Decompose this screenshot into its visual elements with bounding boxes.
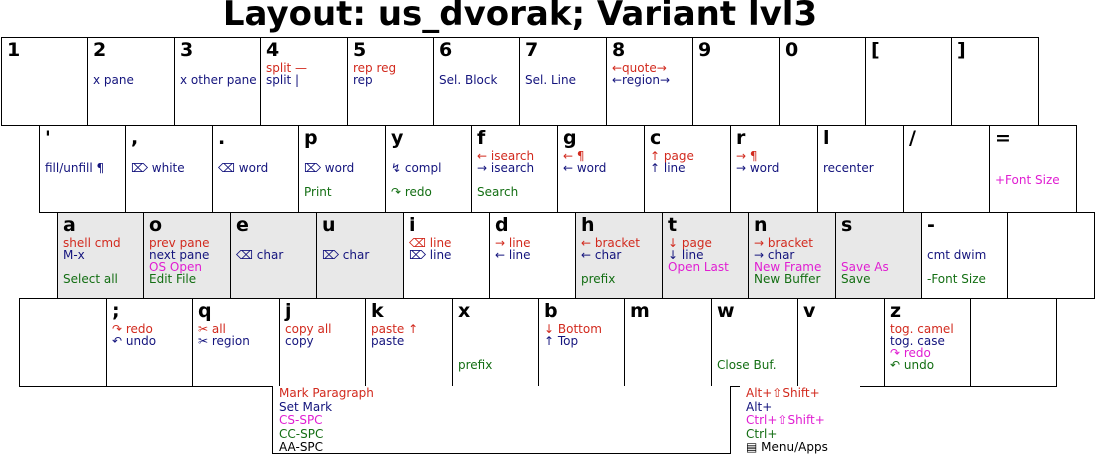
key-binding: rep reg	[353, 61, 397, 75]
key-label: 2	[93, 39, 107, 61]
key-label: 9	[698, 39, 712, 61]
key-binding: → ¶	[736, 149, 758, 163]
key-binding: paste ↑	[371, 322, 419, 336]
key-binding: copy	[285, 334, 314, 348]
key-label: h	[581, 214, 595, 236]
key-binding: Select all	[63, 272, 118, 286]
key-binding: ✂ region	[198, 334, 250, 348]
key-binding: tog. camel	[890, 322, 954, 336]
key-binding: ← ¶	[563, 149, 585, 163]
legend-line: Mark Paragraph	[279, 386, 374, 400]
key-binding: ↓ Bottom	[544, 322, 602, 336]
key-binding: prefix	[458, 358, 493, 372]
key-label: 3	[180, 39, 194, 61]
key-label: ]	[957, 39, 966, 61]
key-e	[230, 212, 317, 299]
key-label: [	[871, 39, 880, 61]
key-label: -	[927, 214, 935, 236]
key-binding: Edit File	[149, 272, 197, 286]
key-binding: Close Buf.	[717, 358, 777, 372]
key-m	[624, 298, 712, 387]
key-9	[692, 37, 780, 126]
legend-line: AA-SPC	[279, 440, 324, 454]
key-,	[125, 125, 213, 213]
key-label: f	[477, 127, 486, 149]
key-binding: ← word	[563, 161, 607, 175]
key-label: i	[409, 214, 416, 236]
legend-line: Alt+⇧Shift+	[746, 386, 820, 400]
key-label: j	[285, 300, 292, 322]
key-binding: fill/unfill ¶	[45, 161, 105, 175]
key-binding: ↶ undo	[890, 358, 935, 372]
key-binding: split —	[266, 61, 308, 75]
key-0	[779, 37, 866, 126]
key-8	[606, 37, 693, 126]
key-binding: ↶ undo	[112, 334, 157, 348]
key-binding: → char	[754, 248, 795, 262]
key-binding: ↷ redo	[391, 185, 432, 199]
key-blank-2-11	[1007, 212, 1095, 299]
key-binding: prefix	[581, 272, 616, 286]
key-label: 5	[353, 39, 367, 61]
key-binding: -Font Size	[927, 272, 986, 286]
key-label: .	[218, 127, 226, 149]
key-binding: ↷ redo	[112, 322, 153, 336]
key-binding: → word	[736, 161, 780, 175]
key-s	[835, 212, 922, 299]
key-binding: copy all	[285, 322, 332, 336]
key-p	[298, 125, 386, 213]
key-binding: ⌦ line	[409, 248, 452, 262]
key-4	[260, 37, 348, 126]
key-binding: shell cmd	[63, 236, 121, 250]
key-binding: ⌫ char	[236, 248, 284, 262]
diagram-title: Layout: us_dvorak; Variant lvl3	[222, 0, 818, 34]
key--	[921, 212, 1008, 299]
key-binding: Save As	[841, 260, 889, 274]
key-binding: → line	[495, 236, 531, 250]
legend-line: Alt+	[746, 399, 773, 414]
key-label: 8	[612, 39, 626, 61]
key-label: '	[45, 127, 51, 149]
key-]	[951, 37, 1039, 126]
key-binding: ⌦ char	[322, 248, 370, 262]
key-label: ,	[131, 127, 139, 149]
key-label: k	[371, 300, 384, 322]
key-binding: rep	[353, 73, 373, 87]
key-binding: x other pane	[180, 73, 257, 87]
key-/	[903, 125, 990, 213]
key-binding: ↑ Top	[544, 334, 579, 348]
key-2	[87, 37, 175, 126]
key-label: a	[63, 214, 76, 236]
key-blank-3-0	[19, 298, 107, 387]
key-f	[471, 125, 558, 213]
key-q	[192, 298, 280, 387]
key-label: b	[544, 300, 558, 322]
legend-line: ▤ Menu/Apps	[746, 440, 828, 454]
legend-line: CS-SPC	[279, 413, 323, 427]
key-label: 1	[7, 39, 21, 61]
key-binding: ⌫ word	[218, 161, 269, 175]
key-binding: → bracket	[754, 236, 813, 250]
key-o	[143, 212, 231, 299]
key-g	[557, 125, 645, 213]
key-7	[519, 37, 607, 126]
key-binding: ⌦ white	[131, 161, 185, 175]
key-l	[817, 125, 904, 213]
key-binding: Save	[841, 272, 871, 286]
legend-line: Ctrl+⇧Shift+	[746, 413, 825, 427]
key-binding: ←region→	[612, 73, 671, 87]
key-label: t	[668, 214, 678, 236]
modifier-legend	[740, 386, 860, 454]
key-n	[748, 212, 836, 299]
key-binding: x pane	[93, 73, 134, 87]
key-binding: M-x	[63, 248, 85, 262]
key-label: c	[650, 127, 662, 149]
key-binding: ← char	[581, 248, 622, 262]
key-[	[865, 37, 952, 126]
key-binding: Search	[477, 185, 519, 199]
key-label: /	[909, 127, 916, 149]
key-label: 7	[525, 39, 539, 61]
key-binding: tog. case	[890, 334, 945, 348]
key-binding: +Font Size	[995, 173, 1060, 187]
key-label: q	[198, 300, 212, 322]
key-blank-3-11	[970, 298, 1057, 387]
key-binding: recenter	[823, 161, 874, 175]
key-binding: ⌫ line	[409, 236, 452, 250]
key-label: v	[803, 300, 816, 322]
space-bar-legend	[272, 386, 731, 454]
key-label: y	[391, 127, 404, 149]
key-label: p	[304, 127, 318, 149]
key-3	[174, 37, 261, 126]
key-binding: → isearch	[477, 161, 535, 175]
key-label: ;	[112, 300, 120, 322]
key-label: w	[717, 300, 735, 322]
key-label: o	[149, 214, 163, 236]
key-binding: ↓ page	[668, 236, 712, 250]
key-binding: Print	[304, 185, 332, 199]
key-t	[662, 212, 749, 299]
key-binding: split |	[266, 73, 300, 87]
key-binding: Sel. Block	[439, 73, 498, 87]
key-label: 0	[785, 39, 799, 61]
key-d	[489, 212, 576, 299]
key-binding: next pane	[149, 248, 210, 262]
key-k	[365, 298, 453, 387]
key-label: g	[563, 127, 577, 149]
key-label: u	[322, 214, 336, 236]
key-binding: ← isearch	[477, 149, 535, 163]
key-binding: ← line	[495, 248, 531, 262]
key-binding: ←quote→	[612, 61, 667, 75]
key-label: x	[458, 300, 471, 322]
key-'	[39, 125, 126, 213]
legend-line: Ctrl+	[746, 426, 778, 441]
key-6	[433, 37, 520, 126]
key-binding: ↑ line	[650, 161, 686, 175]
key-=	[989, 125, 1077, 213]
key-y	[385, 125, 472, 213]
key-label: 4	[266, 39, 280, 61]
key-label: l	[823, 127, 830, 149]
key-label: m	[630, 300, 650, 322]
key-label: e	[236, 214, 249, 236]
key-binding: OS Open	[149, 260, 202, 274]
key-binding: New Buffer	[754, 272, 821, 286]
key-binding: ↓ line	[668, 248, 704, 262]
key-x	[452, 298, 539, 387]
key-j	[279, 298, 366, 387]
key-binding: prev pane	[149, 236, 210, 250]
key-c	[644, 125, 731, 213]
key-z	[884, 298, 971, 387]
key-1	[1, 37, 88, 126]
key-label: n	[754, 214, 768, 236]
key-binding: paste	[371, 334, 405, 348]
key-binding: ↷ redo	[890, 346, 931, 360]
key-v	[797, 298, 885, 387]
key-w	[711, 298, 798, 387]
legend-line: CC-SPC	[279, 426, 324, 441]
key-binding: cmt dwim	[927, 248, 987, 262]
key-binding: ← bracket	[581, 236, 640, 250]
key-.	[212, 125, 299, 213]
key-label: =	[995, 127, 1011, 149]
key-i	[403, 212, 490, 299]
key-a	[57, 212, 144, 299]
key-h	[575, 212, 663, 299]
key-;	[106, 298, 193, 387]
legend-line: Set Mark	[279, 399, 333, 414]
key-binding: ↑ page	[650, 149, 694, 163]
key-label: z	[890, 300, 902, 322]
key-binding: ↯ compl	[391, 161, 442, 175]
key-label: d	[495, 214, 509, 236]
key-binding: ✂ all	[198, 322, 226, 336]
key-label: 6	[439, 39, 453, 61]
key-5	[347, 37, 434, 126]
key-binding: Sel. Line	[525, 73, 576, 87]
key-r	[730, 125, 818, 213]
key-binding: Open Last	[668, 260, 729, 274]
key-u	[316, 212, 404, 299]
key-binding: ⌦ word	[304, 161, 355, 175]
key-label: r	[736, 127, 746, 149]
key-b	[538, 298, 625, 387]
key-binding: New Frame	[754, 260, 822, 274]
key-label: s	[841, 214, 853, 236]
